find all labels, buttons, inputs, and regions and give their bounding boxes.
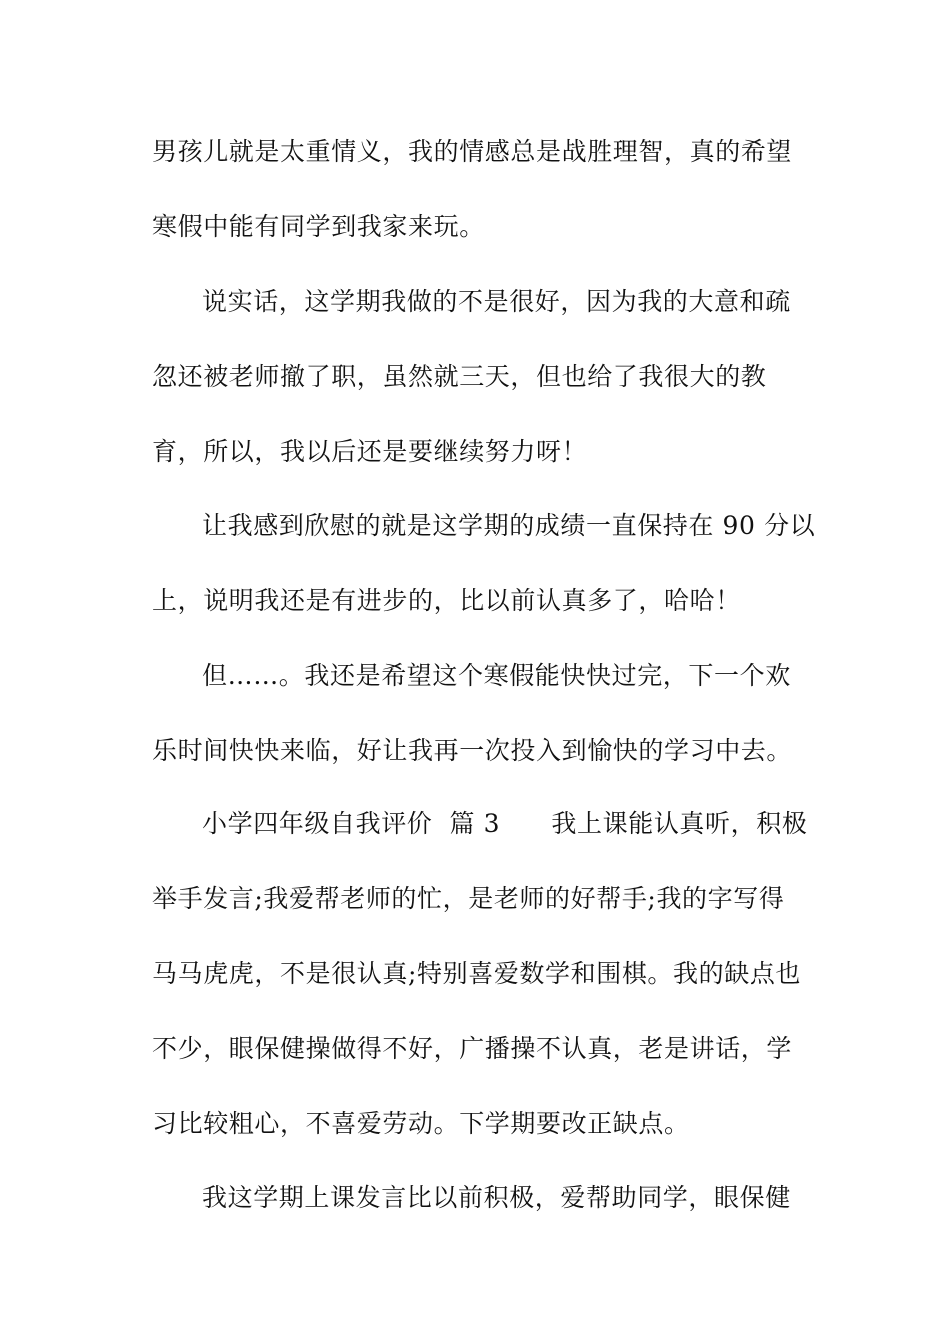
paragraph-start-line: 说实话，这学期我做的不是很好，因为我的大意和疏 [202,287,791,316]
text-line: 不少，眼保健操做得不好，广播操不认真，老是讲话，学 [152,1034,793,1063]
text-line: 举手发言;我爱帮老师的忙，是老师的好帮手;我的字写得 [152,884,785,913]
text-line: 男孩儿就是太重情义，我的情感总是战胜理智，真的希望 [152,137,793,166]
text-line: 育，所以，我以后还是要继续努力呀！ [152,437,588,466]
section-heading-line: 小学四年级自我评价 篇 3 我上课能认真听，积极 [202,809,808,838]
paragraph-start-line: 我这学期上课发言比以前积极，爱帮助同学，眼保健 [202,1183,791,1212]
text-line: 寒假中能有同学到我家来玩。 [152,212,485,241]
text-line: 忽还被老师撤了职，虽然就三天，但也给了我很大的教 [152,362,767,391]
text-line: 上，说明我还是有进步的，比以前认真多了，哈哈！ [152,586,741,615]
text-line: 习比较粗心，不喜爱劳动。下学期要改正缺点。 [152,1109,690,1138]
text-line: 乐时间快快来临，好让我再一次投入到愉快的学习中去。 [152,736,793,765]
paragraph-start-line: 让我感到欣慰的就是这学期的成绩一直保持在 90 分以 [202,511,816,540]
paragraph-start-line: 但……。我还是希望这个寒假能快快过完，下一个欢 [202,661,791,690]
text-line: 马马虎虎，不是很认真;特别喜爱数学和围棋。我的缺点也 [152,959,802,988]
